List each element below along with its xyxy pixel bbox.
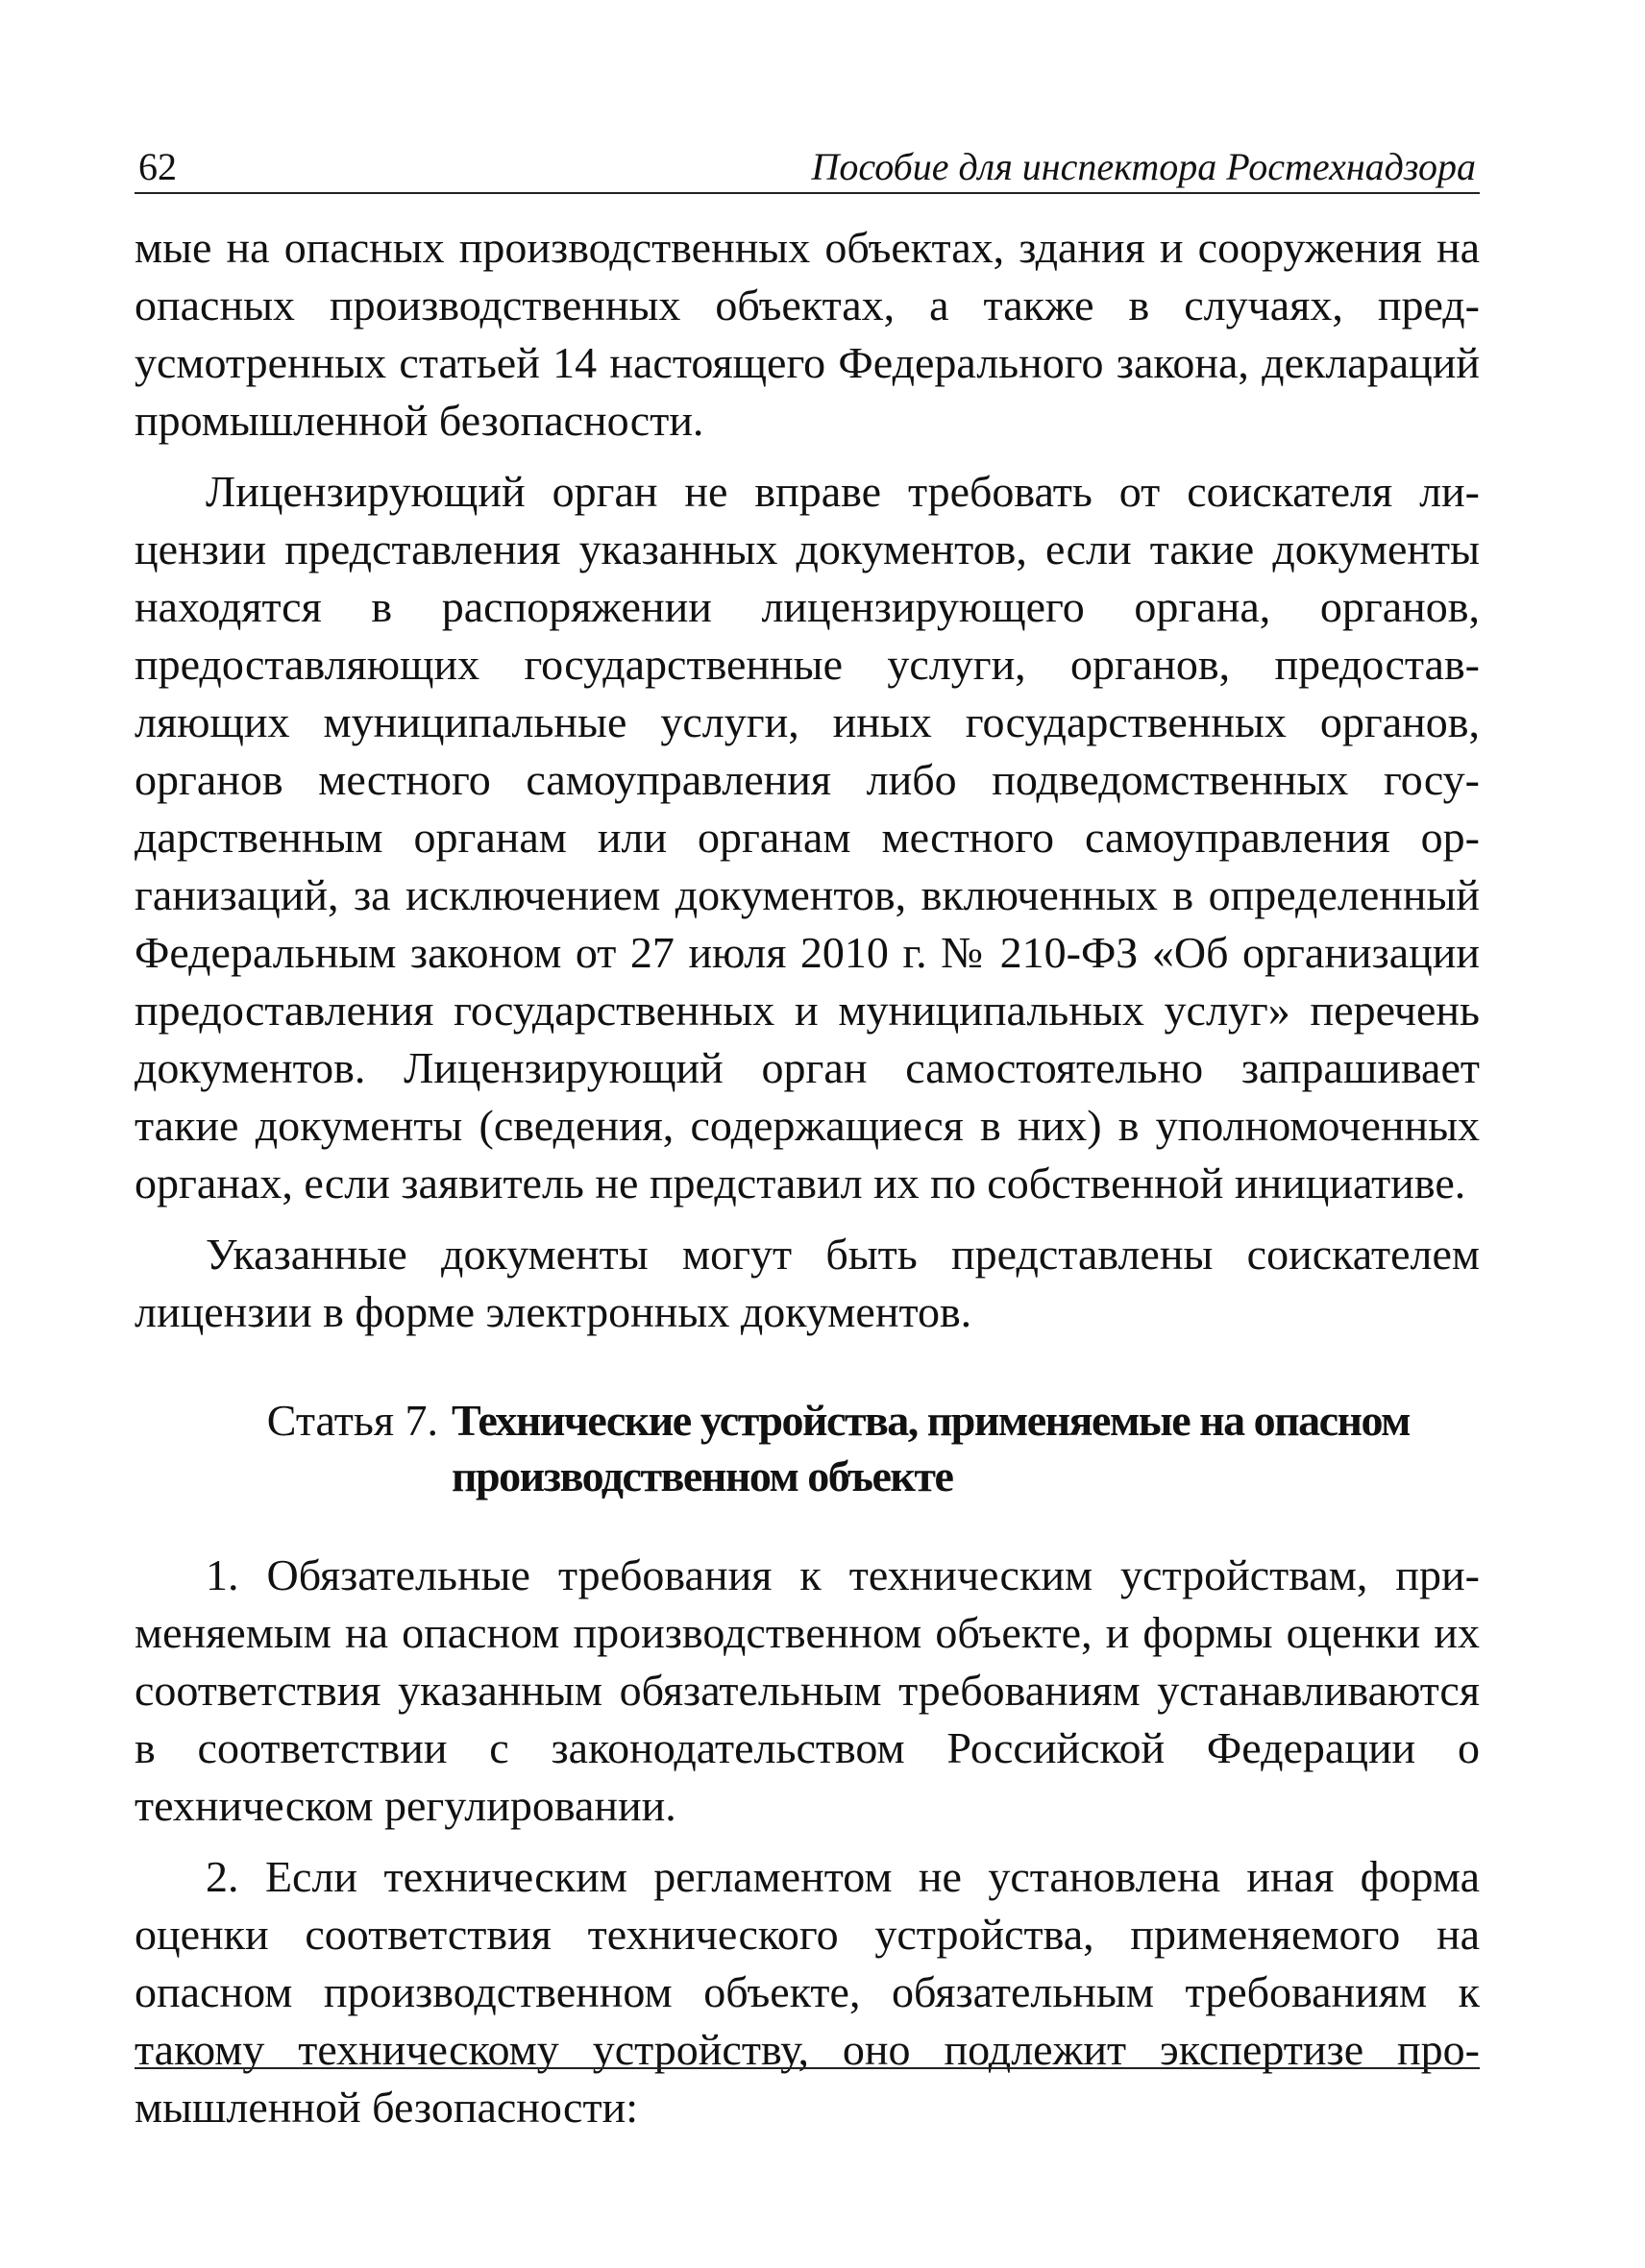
footer-rule: [135, 2067, 1480, 2069]
body-text: [135, 219, 1480, 2150]
article-title: Технические устройства, применяемые на опасном производственном объекте: [452, 1396, 1410, 1500]
clause-1: 1. Обязательные требования к техническим устройствам, применяемым на опасном производственном объекте, и формы оценки их соответствия указанным обязательным требованиям устанавливаются в соответствии с законодательством Российской Федерации о техническом регулировании.: [135, 1550, 1480, 1830]
running-header: [135, 134, 1480, 194]
clause-2: 2. Если техническим регламентом не установлена иная форма оценки соответствия технического устройства, применяемого на опасном производственном объекте, обязательным требованиям к такому техническому устройству, оно подлежит экспертизе промышленной безопасности:: [135, 1852, 1480, 2132]
running-title: Пособие для инспектора Ростехнадзора: [811, 145, 1476, 188]
article-heading: [135, 1393, 1480, 1504]
paragraph-continuation: мые на опасных производственных объектах, здания и сооружения на опасных производственных объектах, а также в случаях, предусмотренных статьей 14 настоящего Федерального закона, деклараций промышленной безопасности.: [135, 223, 1480, 445]
book-page: [135, 0, 1480, 2268]
paragraph-electronic-documents: Указанные документы могут быть представлены соискателем лицензии в форме электронных документов.: [135, 1230, 1480, 1336]
paragraph-licensing-documents: Лицензирующий орган не вправе требовать от соискателя лицензии представления указанных документов, если такие документы находятся в распоряжении лицензирующего органа, органов, предоставляющих государственные услуги, органов, предоставляющих муниципальные услуги, иных государственных органов, органов местного самоуправления либо подведомственных государственным органам или органам местного самоуправления организаций, за исключением документов, включенных в определенный Федеральным законом от 27 июля 2010 г. № 210-ФЗ «Об организации предоставления государственных и муниципальных услуг» перечень документов. Лицензирующий орган самостоятельно запрашивает такие документы (сведения, содержащиеся в них) в уполномоченных органах, если заявитель не представил их по собственной инициативе.: [135, 467, 1480, 1207]
article-label: Статья 7.: [266, 1396, 438, 1445]
page-number: 62: [138, 145, 177, 188]
